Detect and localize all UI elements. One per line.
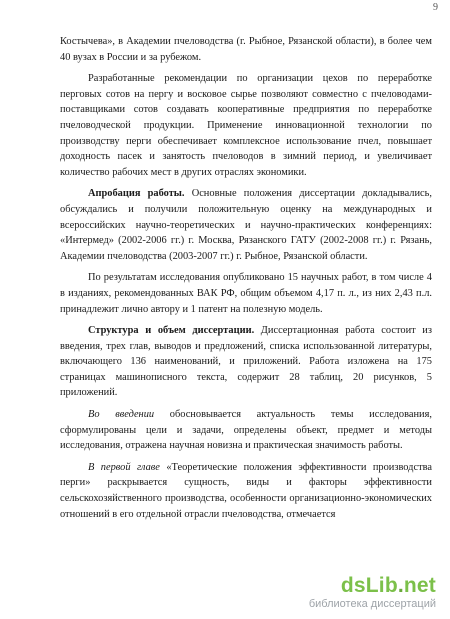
paragraph-continuation — [60, 34, 432, 65]
italic-lead-introduction: Во введении — [88, 409, 155, 421]
paragraph-introduction — [60, 407, 432, 454]
section-heading-approbation: Апробация работы. — [88, 188, 185, 200]
document-body — [60, 34, 432, 528]
paragraph-text: По результатам исследования опубликовано 15 научных работ, в том числе 4 в изданиях, рекомендованных ВАК РФ, общим объемом 4,17 п. л., из них 2,43 п.л. принадлежит лично автору и 1 патент на полезную модель. — [60, 272, 432, 315]
watermark-tagline: библиотека диссертаций — [308, 598, 436, 610]
paragraph-chapter-one — [60, 460, 432, 522]
section-heading-structure: Структура и объем диссертации. — [88, 325, 255, 337]
watermark-dslib — [286, 575, 436, 611]
paragraph-recommendations — [60, 71, 432, 180]
paragraph-publications — [60, 270, 432, 317]
paragraph-structure — [60, 323, 432, 401]
page-number: 9 — [433, 2, 438, 13]
logo-main: dsLib — [340, 574, 398, 597]
paragraph-text: Основные положения диссертации докладывались, обсуждались и получили положительную оценку на международных и всероссийских научно-теоретических и научно-практических конференциях: «Интермед» (2002-2006 гг.) г. Москва, Рязанского ГАТУ (2002-2008 гг.) г. Рязань, Академии пчеловодства (2003-2007 гг.) г. Рыбное, Рязанской области. — [60, 188, 433, 262]
paragraph-text: Разработанные рекомендации по организации цехов по переработке перговых сотов на пергу и восковое сырье позволяют совместно с пчеловодами-поставщиками сотов создавать кооперативные предприятия по переработке пчеловодческой продукции. Применение инновационной технологии по производству перги обеспечивает комплексное использование пчел, повышает доходность пасек и занятость пчеловодов в зимний период, и увеличивает количество рабочих мест в других отраслях экономики. — [60, 73, 432, 178]
paragraph-text: Костычева», в Академии пчеловодства (г. Рыбное, Рязанской области), в более чем 40 вузах в России и за рубежом. — [60, 36, 432, 63]
logo-dot: . — [397, 574, 404, 597]
italic-lead-chapter-one: В первой главе — [88, 461, 160, 473]
watermark-logo — [286, 575, 436, 597]
paragraph-text: обосновывается актуальность темы исследования, сформулированы цели и задачи, определены объект, предмет и методы исследования, отражена научная новизна и практическая значимость работы. — [60, 409, 432, 452]
paragraph-approbation — [60, 186, 432, 264]
paragraph-text: Диссертационная работа состоит из введения, трех глав, выводов и предложений, списка использованной литературы, включающего 136 наименований, и приложений. Работа изложена на 175 страницах машинописного текста, содержит 28 таблиц, 20 рисунков, 5 приложений. — [60, 325, 432, 399]
logo-tld: net — [403, 574, 436, 597]
paragraph-text: «Теоретические положения эффективности производства перги» раскрывается сущность, виды и факторы эффективности сельскохозяйственного производства, особенности организационно-экономических отношений в его отдельной отрасли пчеловодства, отмечается — [60, 461, 432, 520]
